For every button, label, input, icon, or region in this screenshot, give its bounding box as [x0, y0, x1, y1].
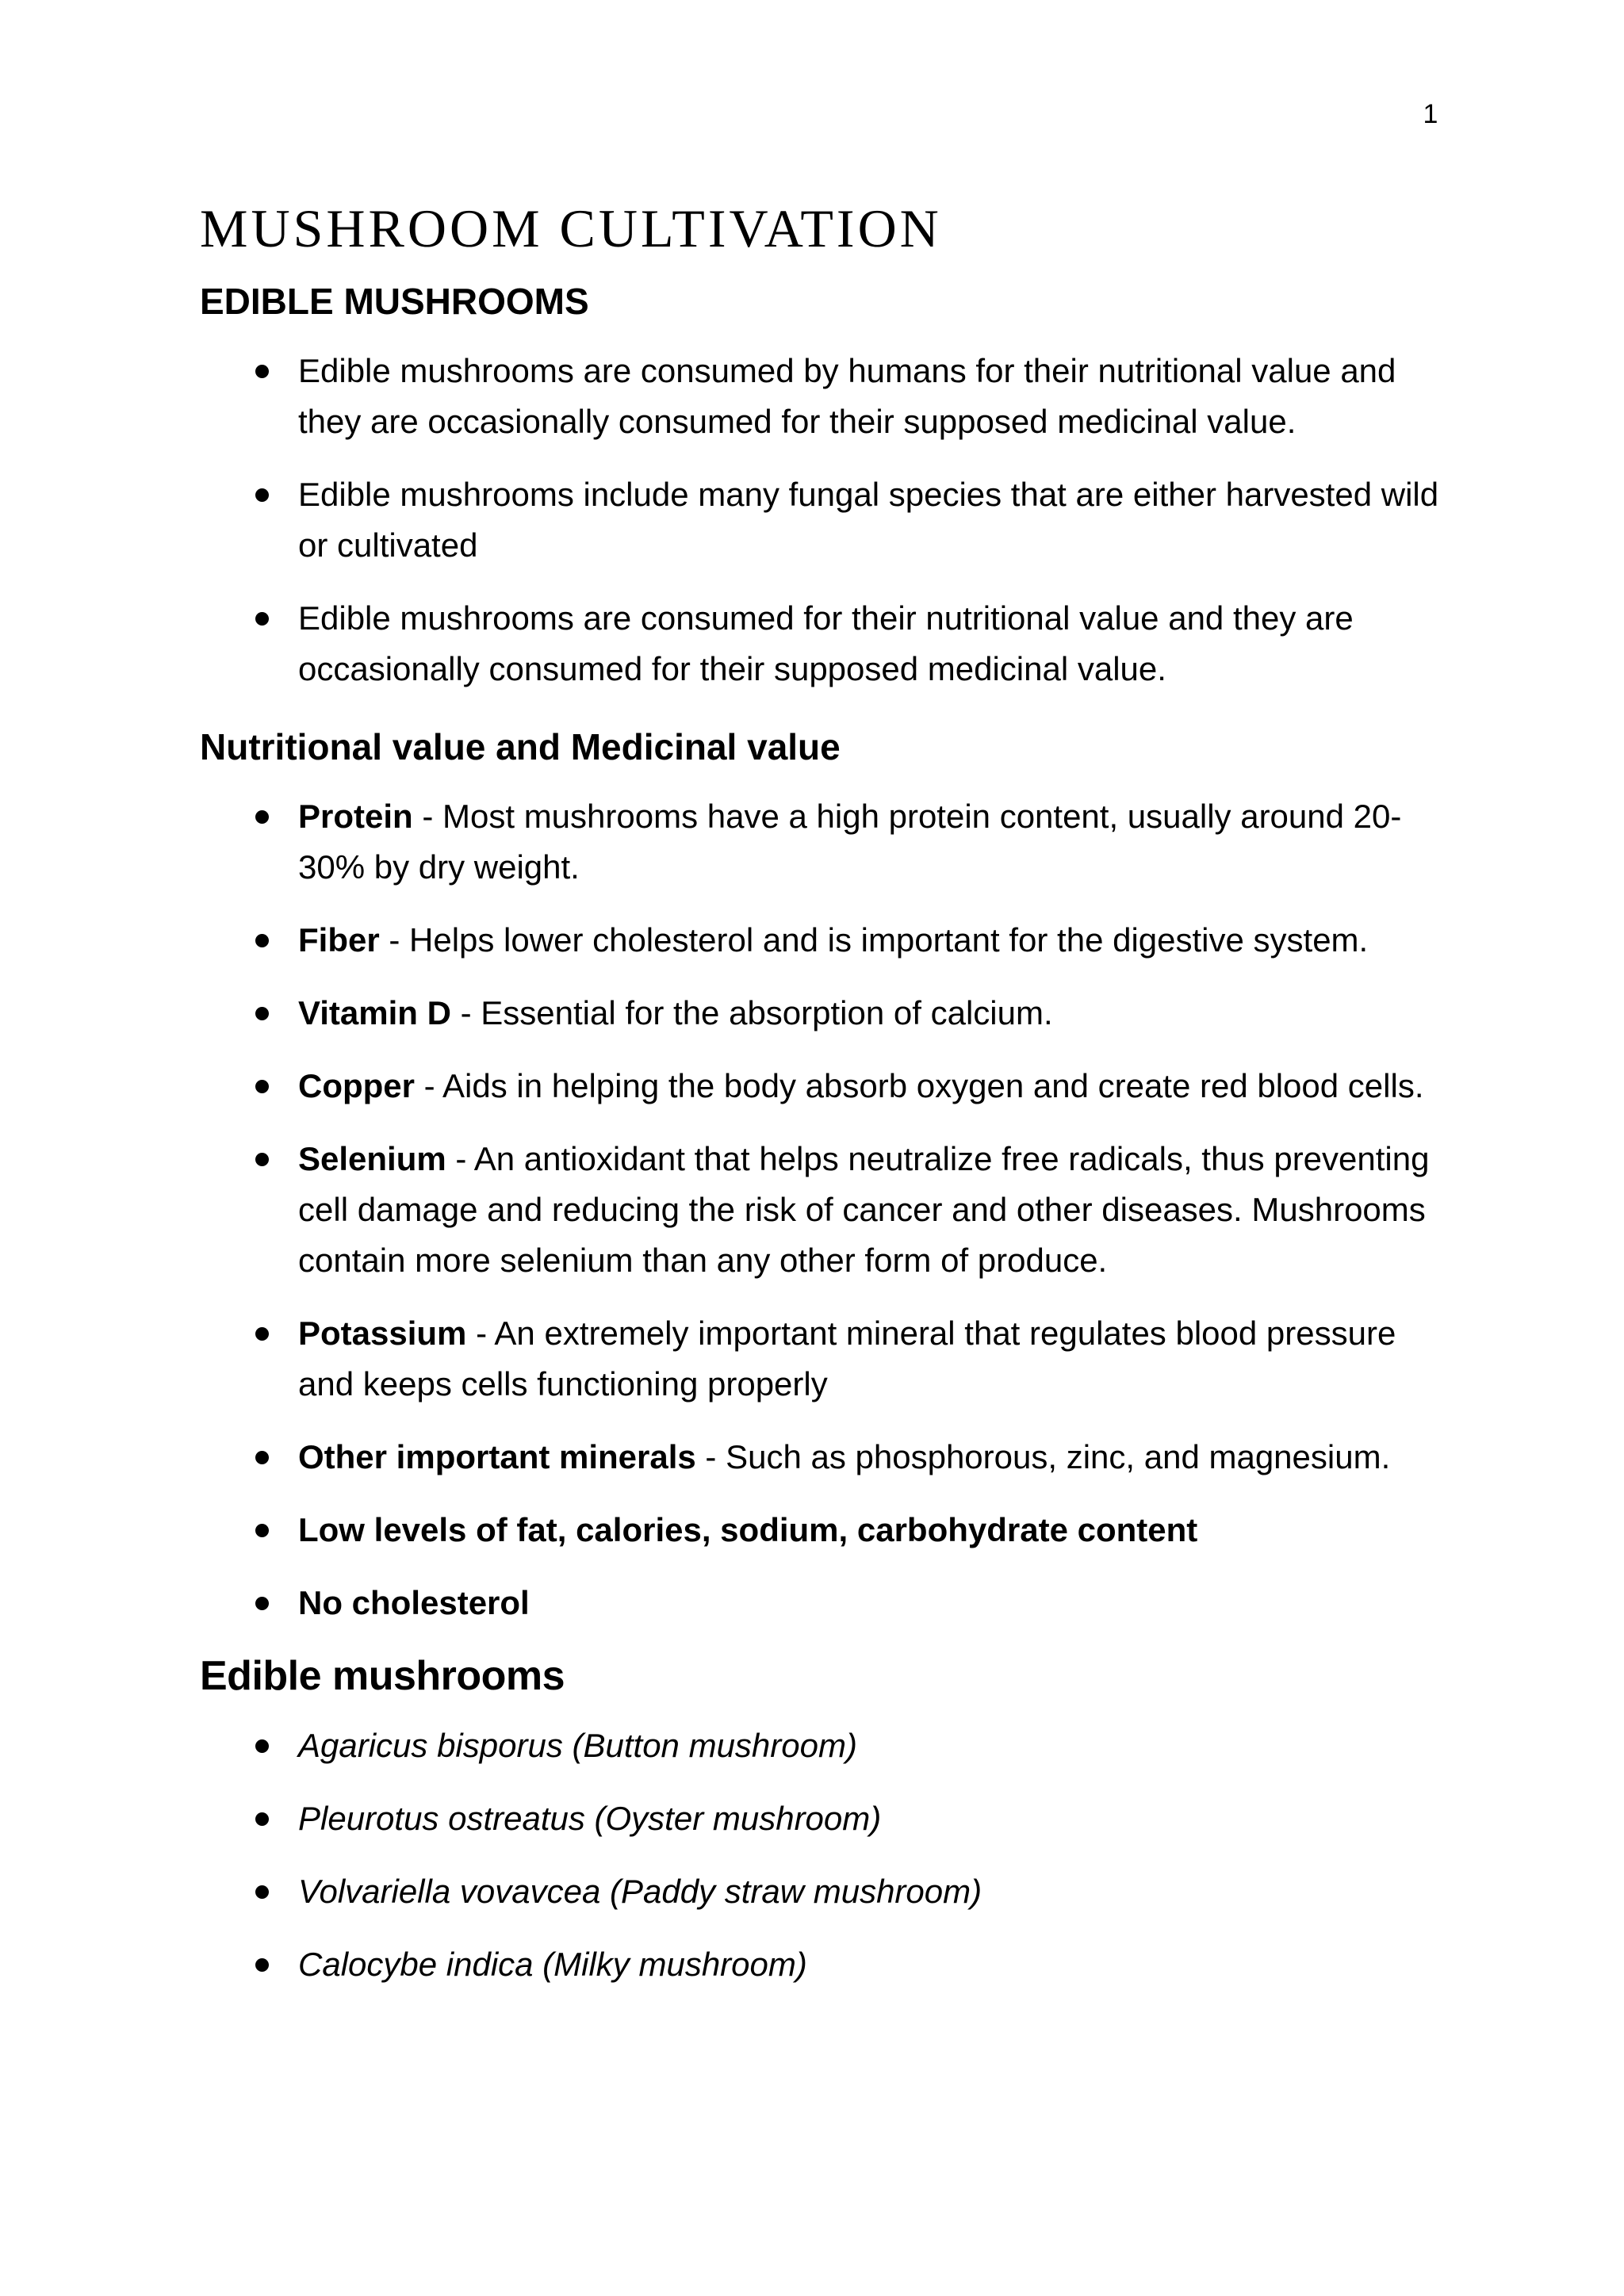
bullet-icon — [255, 1153, 269, 1166]
bullet-icon — [255, 1885, 269, 1899]
list-item — [200, 1793, 1453, 1844]
document-title: MUSHROOM CULTIVATION — [200, 198, 942, 258]
list-item — [200, 1578, 1453, 1628]
list-item — [200, 1866, 1453, 1917]
list-item — [200, 1308, 1453, 1410]
nutrition-list — [200, 791, 1453, 1628]
list-item: Edible mushrooms are consumed for their nutritional value and they are occasionally consumed for their supposed medicinal value. — [200, 593, 1453, 695]
list-item: Edible mushrooms are consumed by humans for their nutritional value and they are occasionally consumed for their supposed medicinal value. — [200, 346, 1453, 447]
nutrient-term: No cholesterol — [298, 1584, 530, 1621]
species-name: Calocybe indica (Milky mushroom) — [298, 1946, 807, 1983]
list-item — [200, 988, 1453, 1039]
nutrient-term: Low levels of fat, calories, sodium, carbohydrate content — [298, 1511, 1198, 1548]
nutrient-term: Copper — [298, 1067, 415, 1104]
bullet-icon — [255, 1739, 269, 1753]
bullet-icon — [255, 365, 269, 378]
bullet-icon — [255, 488, 269, 502]
nutrient-description: - Helps lower cholesterol and is important for the digestive system. — [379, 921, 1369, 959]
list-item — [200, 1061, 1453, 1112]
section-heading-edible-mushrooms: EDIBLE MUSHROOMS — [200, 281, 589, 322]
list-item — [200, 1939, 1453, 1990]
list-item — [200, 791, 1453, 893]
bullet-icon — [255, 1958, 269, 1972]
bullet-icon — [255, 810, 269, 824]
bullet-icon — [255, 1451, 269, 1464]
nutrient-description: - Essential for the absorption of calcium. — [450, 994, 1053, 1031]
nutrient-description: - An extremely important mineral that regulates blood pressure and keeps cells functioning properly — [298, 1314, 1396, 1402]
species-name: Agaricus bisporus (Button mushroom) — [298, 1727, 857, 1764]
list-item — [200, 915, 1453, 966]
bullet-icon — [255, 1597, 269, 1610]
species-name: Volvariella vovavcea (Paddy straw mushroom) — [298, 1873, 982, 1910]
nutrient-term: Selenium — [298, 1140, 446, 1177]
bullet-icon — [255, 1080, 269, 1093]
bullet-icon — [255, 1812, 269, 1826]
list-item — [200, 1720, 1453, 1771]
nutrient-description: - Most mushrooms have a high protein content, usually around 20-30% by dry weight. — [298, 798, 1402, 886]
section-heading-edible-mushroom-species: Edible mushrooms — [200, 1653, 565, 1699]
bullet-icon — [255, 934, 269, 947]
nutrient-term: Vitamin D — [298, 994, 451, 1031]
list-item — [200, 1505, 1453, 1556]
nutrient-term: Other important minerals — [298, 1438, 696, 1475]
nutrient-term: Fiber — [298, 921, 380, 959]
bullet-icon — [255, 612, 269, 626]
nutrient-description: - Aids in helping the body absorb oxygen and create red blood cells. — [415, 1067, 1424, 1104]
species-name: Pleurotus ostreatus (Oyster mushroom) — [298, 1800, 882, 1837]
list-item: Edible mushrooms include many fungal species that are either harvested wild or cultivated — [200, 469, 1453, 571]
bullet-icon — [255, 1327, 269, 1341]
nutrient-term: Protein — [298, 798, 413, 835]
bullet-icon — [255, 1524, 269, 1537]
list-item — [200, 1134, 1453, 1286]
species-list — [200, 1720, 1453, 1990]
edible-mushrooms-list — [200, 346, 1453, 695]
nutrient-description: - An antioxidant that helps neutralize free radicals, thus preventing cell damage and reducing the risk of cancer and other diseases. Mushrooms contain more selenium than any other form of produce. — [298, 1140, 1430, 1279]
page-number: 1 — [1423, 99, 1438, 129]
nutrient-term: Potassium — [298, 1314, 467, 1352]
list-item — [200, 1432, 1453, 1483]
bullet-icon — [255, 1007, 269, 1020]
document-body — [200, 197, 1453, 1990]
nutrient-description: - Such as phosphorous, zinc, and magnesium. — [695, 1438, 1391, 1475]
section-heading-nutritional-value: Nutritional value and Medicinal value — [200, 726, 841, 767]
